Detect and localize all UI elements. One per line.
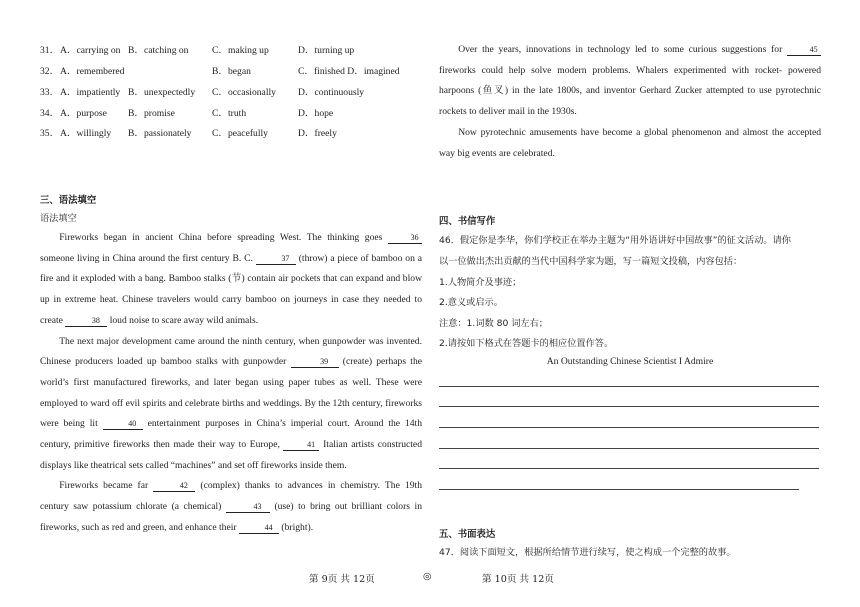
section-subtitle: 语法填空: [40, 213, 77, 224]
text: Italian artists constructed displays like theatrical sets called “machines” and set off fireworks inside them.: [40, 439, 422, 471]
question-number: 31．: [40, 45, 60, 56]
text: Fireworks began in ancient China before spreading West. The thinking goes: [59, 232, 383, 243]
paragraph-4: [439, 40, 821, 123]
section-heading-grammar: 三、语法填空: [40, 195, 97, 206]
option-a: A．remembered: [60, 66, 125, 77]
blank-40[interactable]: 40: [103, 418, 143, 430]
essay-title: An Outstanding Chinese Scientist I Admire: [546, 356, 714, 367]
option-b: B．passionately: [128, 128, 192, 139]
question-number: 34．: [40, 108, 60, 119]
blank-45[interactable]: 45: [787, 44, 821, 56]
option-a: A．willingly: [60, 128, 112, 139]
option-c: C．making up: [212, 45, 269, 56]
option-b: B．promise: [128, 108, 175, 119]
blank-42[interactable]: 42: [153, 480, 195, 492]
text: (create) perhaps the world’s first manufactured fireworks, and later began using paper tubes as well. These were employed to ward off evil spirits and celebrate births and weddings. By the 12th century, fireworks were being lit: [40, 356, 423, 430]
blank-38[interactable]: 38: [65, 315, 107, 327]
option-c: C．truth: [212, 108, 247, 119]
text: The next major development came around the ninth century, when gunpowder was invented. Chinese producers loaded up bamboo stalks with gunpowder: [40, 335, 422, 368]
paragraph-5: Now pyrotechnic amusements have become a global phenomenon and almost the accepted way big events are celebrated.: [439, 126, 821, 159]
answer-line[interactable]: [439, 489, 799, 490]
text: entertainment purposes in China’s imperial court. Around the 14th century, primitive fireworks then made their way to Europe,: [40, 418, 423, 451]
section-heading-writing: 五、书面表达: [439, 529, 496, 540]
requirement-2: 2.意义或启示。: [439, 297, 503, 308]
text: (throw) a piece of bamboo on a fire and it exploded with a bang. Bamboo stalks (节) contain air pockets that can expand and blow up in extreme heat. Chinese travelers would carry bamboo on journeys in case they needed to create: [40, 252, 422, 326]
option-a: A．purpose: [60, 108, 107, 119]
answer-line[interactable]: [439, 448, 819, 449]
note-1: 注意：1.词数 80 词左右；: [439, 318, 548, 329]
blank-44[interactable]: 44: [239, 522, 279, 534]
page-number-left: 第 9页 共 12页: [309, 574, 375, 585]
blank-39[interactable]: 39: [291, 356, 339, 368]
option-d: D．freely: [298, 128, 337, 139]
requirement-1: 1.人物简介及事迹；: [439, 277, 522, 288]
option-d: D．hope: [298, 108, 334, 119]
grammar-passage-continued: [439, 40, 821, 164]
option-b: B．began: [212, 66, 251, 77]
option-a: A．carrying on: [60, 45, 121, 56]
text: (use) to bring out brilliant colors in fireworks, such as red and green, and enhance their: [40, 501, 422, 533]
note-2: 2.请按如下格式在答题卡的相应位置作答。: [439, 338, 614, 349]
answer-line[interactable]: [439, 427, 819, 428]
answer-line[interactable]: [439, 468, 819, 469]
option-c: C．peacefully: [212, 128, 268, 139]
option-d: D．turning up: [298, 45, 355, 56]
option-b: B．unexpectedly: [128, 87, 196, 98]
blank-36[interactable]: 36: [388, 232, 422, 244]
question-46-line2: 以一位做出杰出贡献的当代中国科学家为题，写一篇短文投稿，内容包括：: [439, 256, 743, 267]
footer-mark: ◎: [423, 571, 432, 582]
text: (complex) thanks to advances in chemistry. The 19th century saw potassium chlorate (a chemical): [40, 480, 422, 513]
paragraph-2: [40, 332, 422, 477]
question-number: 35．: [40, 128, 60, 139]
question-number: 32．: [40, 66, 60, 77]
section-heading-letter: 四、书信写作: [439, 216, 496, 227]
answer-line[interactable]: [439, 406, 819, 407]
page-number-right: 第 10页 共 12页: [482, 574, 554, 585]
option-c: C．occasionally: [212, 87, 276, 98]
answer-line[interactable]: [439, 386, 819, 387]
text: loud noise to scare away wild animals.: [109, 314, 259, 326]
text: Fireworks became far: [59, 480, 149, 492]
option-a: A．impatiently: [60, 87, 121, 98]
blank-37[interactable]: 37: [256, 253, 296, 265]
question-47: 47．阅读下面短文，根据所给情节进行续写，使之构成一个完整的故事。: [439, 547, 736, 558]
grammar-passage: [40, 228, 422, 539]
text: (bright).: [281, 521, 314, 533]
option-cd: C．finished D．imagined: [298, 66, 400, 77]
text: fireworks could help solve modern problems. Whalers experimented with rocket- powered harpoons (鱼叉) in the late 1800s, and inventor Gerhard Zucker attempted to use pyrotechnic rockets to deliver mail in the 1930s.: [439, 64, 821, 118]
blank-43[interactable]: 43: [226, 501, 270, 513]
question-46-line1: 46．假定你是李华，你们学校正在举办主题为“用外语讲好中国故事”的征文活动。请你: [439, 235, 791, 246]
paragraph-3: [40, 476, 422, 538]
option-d: D．continuously: [298, 87, 365, 98]
text: someone living in China around the first century B. C.: [40, 252, 253, 264]
text: Over the years, innovations in technology led to some curious suggestions for: [458, 44, 783, 55]
question-number: 33．: [40, 87, 60, 98]
option-b: B．catching on: [128, 45, 189, 56]
blank-41[interactable]: 41: [283, 439, 319, 451]
paragraph-1: [40, 228, 422, 332]
